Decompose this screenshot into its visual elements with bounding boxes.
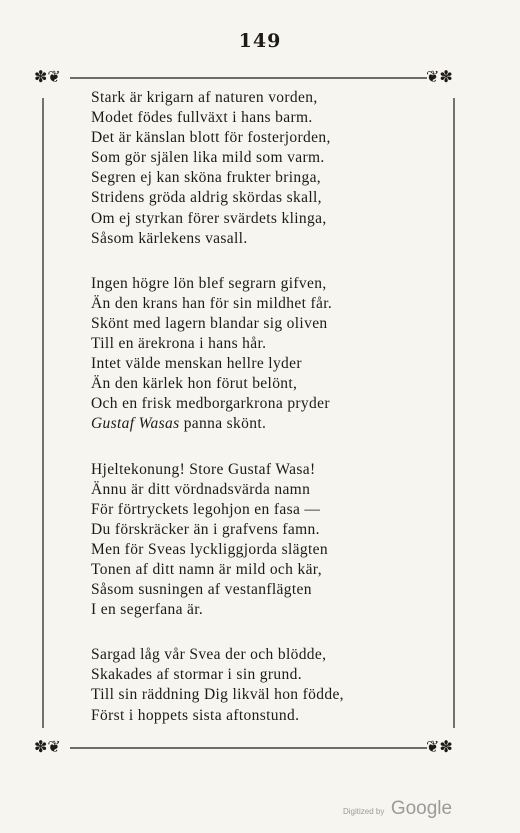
- poem-text: [91, 88, 431, 751]
- stanza-3: [91, 460, 431, 621]
- stanza-1: [91, 88, 431, 249]
- verse-line: Intet välde menskan hellre lyder: [91, 355, 302, 373]
- floral-corner-icon: ❦✽: [426, 737, 453, 756]
- verse-line: Skakades af stormar i sin grund.: [91, 666, 302, 684]
- verse-line: Först i hoppets sista aftonstund.: [91, 706, 300, 724]
- verse-line: I en segerfana är.: [91, 601, 204, 619]
- verse-line: Till en ärekrona i hans hår.: [91, 335, 267, 353]
- verse-line: Ännu är ditt vördnadsvärda namn: [91, 480, 311, 498]
- verse-line: Och en frisk medborgarkrona pryder: [91, 395, 330, 413]
- verse-line: För förtryckets legohjon en fasa —: [91, 500, 321, 518]
- floral-corner-icon: ❦✽: [426, 67, 453, 86]
- watermark-prefix: Digitized by: [343, 807, 385, 816]
- verse-line: Du förskräcker än i grafvens famn.: [91, 520, 320, 538]
- verse-line: Stridens gröda aldrig skördas skall,: [91, 189, 322, 207]
- verse-line: Det är känslan blott för fosterjorden,: [91, 129, 331, 147]
- verse-line: Ingen högre lön blef segrarn gifven,: [91, 274, 327, 292]
- verse-line: Om ej styrkan förer svärdets klinga,: [91, 209, 327, 227]
- stanza-4: [91, 645, 431, 725]
- verse-line: Såsom kärlekens vasall.: [91, 229, 248, 247]
- verse-line: Stark är krigarn af naturen vorden,: [91, 89, 318, 106]
- verse-line: Som gör själen lika mild som varm.: [91, 149, 325, 167]
- page-number: 149: [238, 30, 282, 52]
- verse-line: Men för Sveas lyckliggjorda slägten: [91, 540, 328, 558]
- verse-line: Till sin räddning Dig likväl hon födde,: [91, 686, 344, 704]
- floral-corner-icon: ✽❦: [34, 67, 61, 86]
- verse-line: Än den krans han för sin mildhet får.: [91, 294, 333, 312]
- verse-line: Segren ej kan sköna frukter bringa,: [91, 169, 322, 187]
- italic-phrase: Gustaf Wasas: [91, 415, 180, 433]
- verse-line: Sargad låg vår Svea der och blödde,: [91, 646, 327, 664]
- verse-line: Skönt med lagern blandar sig oliven: [91, 314, 328, 332]
- verse-line: Såsom susningen af vestanflägten: [91, 581, 312, 599]
- verse-line: Modet födes fullväxt i hans barm.: [91, 109, 313, 127]
- stanza-2: [91, 274, 431, 435]
- digitized-watermark: [343, 798, 452, 820]
- google-logo: Google: [390, 798, 453, 819]
- verse-line: Än den kärlek hon förut belönt,: [91, 375, 298, 393]
- verse-line: Hjeltekonung! Store Gustaf Wasa!: [91, 460, 316, 478]
- floral-corner-icon: ✽❦: [34, 737, 61, 756]
- verse-line: Tonen af ditt namn är mild och kär,: [91, 560, 322, 578]
- verse-line-italic: Gustaf Wasas panna skönt.: [91, 415, 267, 433]
